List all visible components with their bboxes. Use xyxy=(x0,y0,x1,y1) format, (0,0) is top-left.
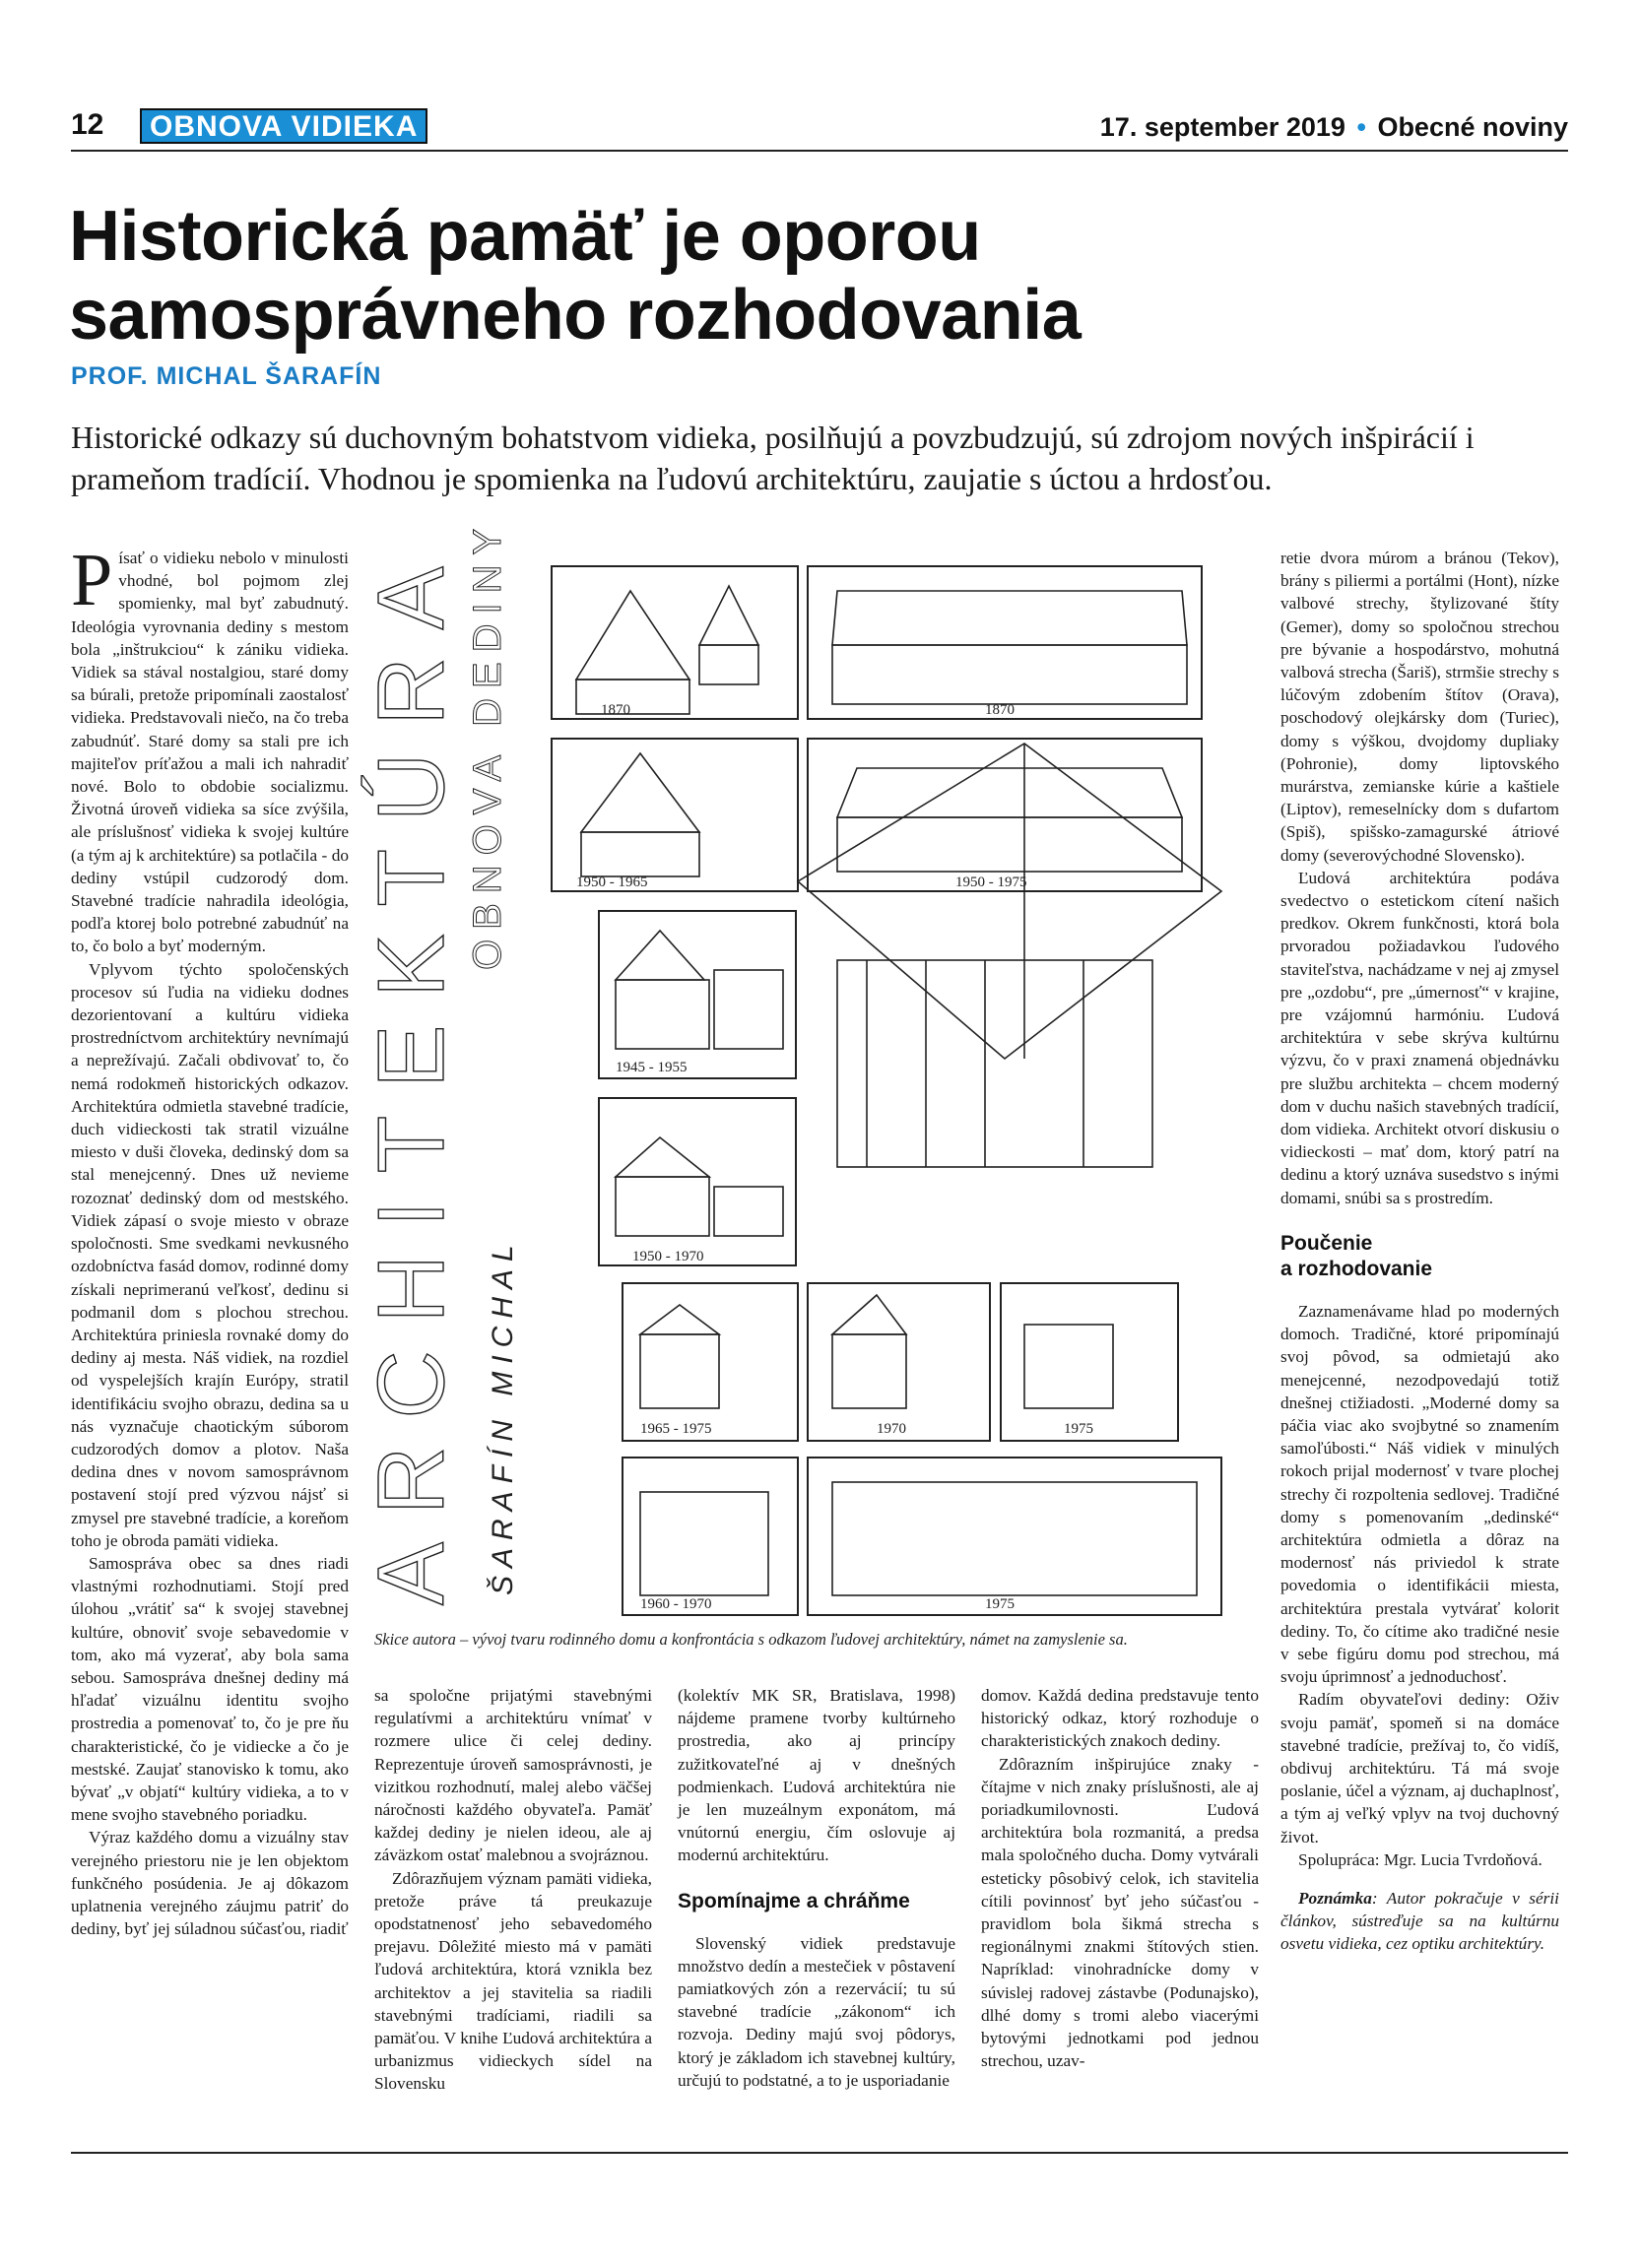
paragraph: Radím obyvateľovi dediny: Oživ svoju pamäť, spomeň si na domáce stavebné tradície, prežívaj to, čo vidíš, obdivuj architektúru. Tá má svoje poslanie, účel a význam, aj duchaplnosť, a tým aj veľký vplyv na tvoj duchovný život. xyxy=(1280,1690,1559,1847)
sketch-year: 1975 xyxy=(985,1596,1015,1612)
article-column-4 xyxy=(981,1684,1259,2072)
page-number: 12 xyxy=(71,108,104,141)
paragraph: Spolupráca: Mgr. Lucia Tvrdoňová. xyxy=(1298,1849,1542,1869)
architecture-sketch-figure xyxy=(359,518,1259,1617)
author-note xyxy=(1280,1887,1559,1956)
article-column-3 xyxy=(678,1684,955,2092)
paragraph-text: ísať o vidieku nebolo v minulosti vhodné, bol pojmom zlej spomienky, mal byť zabudnutý. Ideológia vyrovnania dediny s mestom bola „inštrukciou“ k zániku vidieka. Vidiek sa stával nostalgiou, staré domy sa búrali, pretože pripomínali zaostalosť vidieka. Predstavovali niečo, na čo treba zabudnúť. Staré domy sa stali pre ich majiteľov príťažou a mali ich nahradiť nové. Bolo to obdobie socializmu. Životná úroveň vidieka sa síce zvýšila, ale príslušnosť vidieka k svojej kultúre (a tým aj k architektúre) sa potlačila - do dediny vstúpil cudzorodý dom. Stavebné tradície nahradila ideológia, podľa ktorej bolo potrebné zabudnúť na to, čo bolo a byť moderným. xyxy=(71,549,349,956)
sketch-year: 1965 - 1975 xyxy=(640,1421,712,1437)
figure-vertical-author: ŠARAFÍN MICHAL xyxy=(487,1237,519,1595)
sketch-year: 1950 - 1970 xyxy=(632,1249,704,1264)
page-header xyxy=(71,106,1568,152)
paragraph: Zaznamenávame hlad po moderných domoch. Tradičné, ktoré pripomínajú svoj pôvod, sa odmietajú ako menejcenné, nezodpovedajú totiž dnešnej ctižiadosti. „Moderné domy sa páčia viac ako svojbytné so znamením samoľúbosti.“ Náš vidiek v minulých rokoch prijal modernosť v tvare plochej strechy či rozpoltenia sedlovej. Tradičné domy s pomenovaním „dedinské“ architektúra odmietla a dôraz na modernosť nás priviedol k strate povedomia o identifikácii miesta, architektúra prestala vytvárať kolorit dediny. To, čo cítime ako tradičné nesie v sebe figúru domu pod strechou, má svoju úprimnosť a jednoduchosť. xyxy=(1280,1301,1559,1687)
sketch-year: 1960 - 1970 xyxy=(640,1596,712,1612)
lead-paragraph: Historické odkazy sú duchovným bohatstvom vidieka, posilňujú a povzbudzujú, sú zdrojom nových inšpirácií i prameňom tradícií. Vhodnou je spomienka na ľudovú architektúru, zaujatie s úctou a hrdosťou. xyxy=(71,420,1475,496)
paragraph: Výraz každého domu a vizuálny stav verejného priestoru nie je len objektom funkčného posúdenia. Je aj dôkazom uplatnenia verejného záujmu patriť do dediny, byť jej súladnou súčasťou, riadiť xyxy=(71,1828,349,1939)
separator-dot: • xyxy=(1356,112,1366,142)
paragraph: Samospráva obec sa dnes riadi vlastnými rozhodnutiami. Stojí pred úlohou „vrátiť sa“ k svojej stavebnej kultúre, obnoviť svoje sebavedomie v tom, ako má vyzerať, aby bola sama sebou. Samospráva dnešnej dediny má hľadať vizuálnu identitu svojho prostredia a pomenovať to, čo je pre ňu charakteristické, čo je vidiecke a čo je mestské. Zaujať stanovisko k tomu, ako bývať „v objatí“ kultúry vidieka, a to v mene svojho stavebného poriadku. xyxy=(71,1553,349,1825)
paragraph: domov. Každá dedina predstavuje tento historický odkaz, ktorý rozhoduje o charakteristických znakoch dediny. xyxy=(981,1686,1259,1751)
subheading-line-2: a rozhodovanie xyxy=(1280,1257,1433,1280)
sketch-year: 1970 xyxy=(877,1421,906,1437)
issue-info xyxy=(1100,112,1568,143)
subheading-line-1: Poučenie xyxy=(1280,1231,1373,1255)
issue-date: 17. september 2019 xyxy=(1099,112,1345,142)
sketch-year: 1950 - 1975 xyxy=(955,875,1027,890)
headline xyxy=(69,197,1527,355)
paragraph: Ľudová architektúra podáva svedectvo o estetickom cítení našich predkov. Okrem funkčnosti, ktorá bola prvoradou požiadavkou ľudového staviteľstva, nachádzame v nej aj zmysel pre „ozdobu“, pre „úmernosť“ v krajine, pre vzájomnú harmóniu. Ľudová architektúra v sebe skrýva kultúrnu výzvu, čo v praxi znamená objednávku pre službu architekta – chcem moderný dom v duchu našich stavebných tradícií, dom vidieka. Architekt otvorí diskusiu o vidieckosti – mať dom, ktorý patrí na dedinu a ktorý uznáva susedstvo s inými domami, snúbi sa s prostredím. xyxy=(1280,868,1559,1207)
subheading: Spomínajme a chráňme xyxy=(678,1889,910,1912)
note-text: : Autor pokračuje v sérii článkov, sústreďuje sa na kultúrnu osvetu vidieka, cez optiku architektúry. xyxy=(1280,1888,1559,1954)
footer-rule xyxy=(71,2152,1568,2154)
paragraph: (kolektív MK SR, Bratislava, 1998) nájdeme pramene tvorby kultúrneho prostredia, ako aj princípy zužitkovateľné aj v dnešných podmienkach. Ľudová architektúra nie je len muzeálnym exponátom, má vnútornú energiu, čím oslovuje aj modernú architektúru. xyxy=(678,1686,955,1865)
subheading xyxy=(1280,1231,1559,1282)
drop-cap: P xyxy=(71,539,113,621)
paragraph: Zdôrazním inšpirujúce znaky - čítajme v nich znaky príslušnosti, ale aj poriadkumilovnosti. Ľudová architektúra bola rozmanitá, a predsa mala spoločného ducha. Domy vytvárali esteticky pôsobivý celok, ich stavitelia cítili povinnosť byť jeho súčasťou - pravidlom bola šikmá strecha s regionálnymi znakmi štítových stien. Napríklad: vinohradnícke domy v súvislej radovej zástavbe (Podunajsko), dlhé domy s tromi alebo viacerými bytovými jednotkami pod jednou strechou, uzav- xyxy=(981,1754,1259,2071)
sketch-year: 1870 xyxy=(985,702,1015,718)
note-label: Poznámka xyxy=(1298,1888,1372,1908)
paragraph: Slovenský vidiek predstavuje množstvo dedín a mestečiek v pôstavení pamiatkových zón a rezervácií; tu sú stavebné tradície „zákonom“ ich rozvoja. Dediny majú svoj pôdorys, ktorý je základom ich stavebnej kultúry, určujú to podstatné, a to je usporiadanie xyxy=(678,1933,955,2090)
paragraph: sa spoločne prijatými stavebnými regulatívmi a architektúru vnímať v rozmere ulice či celej dediny. Reprezentuje úroveň samosprávnosti, je vizitkou rozhodnutí, malej alebo väčšej náročnosti každého obyvateľa. Pamäť každej dediny je nielen ideou, ale aj záväzkom ostať malebnou a svojráznou. xyxy=(374,1686,652,1865)
paragraph: retie dvora múrom a bránou (Tekov), brány s piliermi a portálmi (Hont), nízke valbové strechy, štylizované štíty (Gemer), domy so spoločnou strechou pre bývanie a hospodárstvo, mohutná valbová strecha (Šariš), strmšie strechy s lúčovým zdobením štítov (Orava), poschodový olejkársky dom (Turiec), domy s výškou, dvojdomy dupliaky (Pohronie), domy liptovského murárstva, zemianske kúrie a kaštiele (Liptov), remeselnícky dom s dufartom (Spiš), spišsko-zamagurské átriové domy (severovýchodné Slovensko). xyxy=(1280,549,1559,865)
sketch-year: 1945 - 1955 xyxy=(616,1060,688,1075)
sketch-year: 1950 - 1965 xyxy=(576,875,648,890)
publication-name: Obecné noviny xyxy=(1377,112,1568,142)
figure-vertical-subtitle: OBNOVA DEDINY xyxy=(466,518,509,970)
article-column-right xyxy=(1280,547,1559,1956)
headline-line-2: samosprávneho rozhodovania xyxy=(69,276,1082,355)
paragraph: Vplyvom týchto spoločenských procesov sú ľudia na vidieku dodnes dezorientovaní a kultúru vidieka prostredníctvom architektúry nevnímajú a neprežívajú. Začali obdivovať to, čo nemá rodokmeň historických odkazov. Architektúra odmietla stavebné tradície, duch vidieckosti tak stratil vizuálne miesto v duši človeka, dedinský dom sa stal menejcenný. Dnes už nevieme rozoznať dedinský dom od mestského. Vidiek zápasí o svoje miesto v obraze spoločnosti. Sme svedkami nevkusného ozdobníctva fasád domov, rodinné domy získali neprimeranú veľkosť, dedinu si podmanil dom s plochou strechou. Architektúra priniesla rovnaké domy do dediny aj mesta. Náš vidiek, na rozdiel od vyspelejších krajín Európy, stratil identifikáciu svojho obrazu, dedina sa u nás vyznačuje chaotickým súborom cudzorodých domov a plotov. Naša dedina dnes v novom samosprávnom postavení stojí pred výzvou nájsť si zmysel pre stavebné tradície, a koreňom toho je obroda pamäti vidieka. xyxy=(71,959,349,1550)
paragraph: Zdôrazňujem význam pamäti vidieka, pretože práve tá preukazuje opodstatnenosť jeho sebavedomého prejavu. Dôležité miesto má v pamäti ľudová architektúra, ktorá vznikla bez architektov a jej stavitelia sa riadili stavebnými tradíciami, riadili sa pamäťou. V knihe Ľudová architektúra a urbanizmus vidieckych sídel na Slovensku xyxy=(374,1868,652,2094)
article-column-1 xyxy=(71,539,349,1940)
author-byline: PROF. MICHAL ŠARAFÍN xyxy=(71,362,382,390)
section-label: OBNOVA VIDIEKA xyxy=(140,108,427,144)
article-column-2 xyxy=(374,1684,652,2096)
sketch-year: 1870 xyxy=(601,702,630,718)
sketch-year: 1975 xyxy=(1064,1421,1093,1437)
headline-line-1: Historická pamäť je oporou xyxy=(69,197,981,276)
figure-vertical-title: ARCHITEKTÚRA xyxy=(359,539,464,1605)
figure-caption: Skice autora – vývoj tvaru rodinného domu a konfrontácia s odkazom ľudovej architektúry, námet na zamyslenie sa. xyxy=(374,1630,1128,1649)
paragraph xyxy=(71,539,349,958)
